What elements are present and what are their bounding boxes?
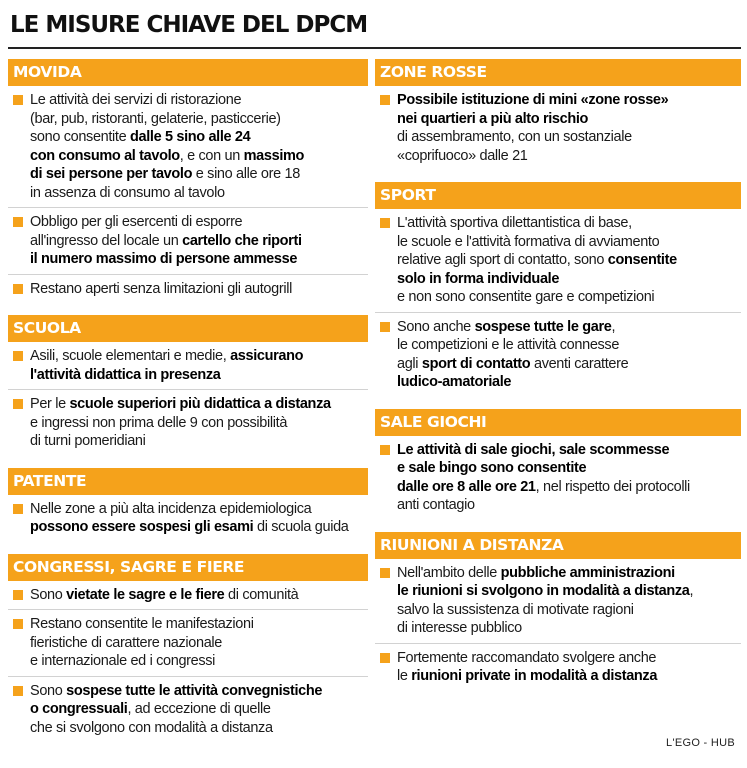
item-bold-text: dalle ore 8 alle ore 21 xyxy=(397,478,536,495)
item-bold-text: le riunioni si svolgono in modalità a distanza xyxy=(397,583,690,599)
list-item xyxy=(375,644,741,691)
section-title: SPORT xyxy=(375,182,741,209)
section-movida xyxy=(8,59,368,303)
item-text: «coprifuoco» dalle 21 xyxy=(397,147,528,164)
item-bold-text: il numero massimo di persone ammesse xyxy=(30,251,298,267)
item-bold-text: o congressuali xyxy=(30,701,128,717)
list-item xyxy=(8,275,368,304)
list-item xyxy=(375,559,741,644)
item-text: Nell'ambito delle xyxy=(397,564,501,581)
square-bullet-icon xyxy=(13,504,23,514)
item-text: di interesse pubblico xyxy=(397,620,522,636)
section-title: ZONE ROSSE xyxy=(375,59,741,86)
right-column xyxy=(375,59,741,703)
item-text: aventi carattere xyxy=(530,355,629,372)
section-scuola xyxy=(8,315,368,456)
title-divider xyxy=(8,47,741,49)
item-text: che si svolgono con modalità a distanza xyxy=(30,719,273,736)
item-text: L'attività sportiva dilettantistica di base, xyxy=(397,215,632,231)
square-bullet-icon xyxy=(380,95,390,105)
section-title: MOVIDA xyxy=(8,59,368,86)
list-item xyxy=(375,436,741,520)
item-bold-text: nei quartieri a più alto rischio xyxy=(397,110,589,127)
item-bold-text: massimo xyxy=(243,147,305,164)
square-bullet-icon xyxy=(13,95,23,105)
item-text: anti contagio xyxy=(397,497,475,513)
list-item xyxy=(8,677,368,743)
item-text: di comunità xyxy=(224,586,299,603)
square-bullet-icon xyxy=(13,590,23,600)
section-title: RIUNIONI A DISTANZA xyxy=(375,532,741,559)
square-bullet-icon xyxy=(380,568,390,578)
item-text: di scuola guida xyxy=(253,519,349,535)
section-riunioni xyxy=(375,532,741,691)
square-bullet-icon xyxy=(13,619,23,629)
left-column xyxy=(8,59,368,754)
list-item xyxy=(8,342,368,390)
item-text: Per le xyxy=(30,396,70,412)
list-item xyxy=(375,313,741,397)
item-bold-text: riunioni private in modalità a distanza xyxy=(411,668,658,684)
item-bold-text: cartello che riporti xyxy=(182,232,302,249)
item-bold-text: di sei persone per tavolo xyxy=(30,166,193,182)
item-text: , xyxy=(611,318,616,335)
list-item xyxy=(375,209,741,313)
item-text: agli xyxy=(397,355,422,372)
item-text: Le attività dei servizi di ristorazione xyxy=(30,92,242,108)
section-title: PATENTE xyxy=(8,468,368,495)
item-bold-text: possono essere sospesi gli esami xyxy=(30,519,254,535)
item-text: di assembramento, con un sostanziale xyxy=(397,129,632,145)
item-text: all'ingresso del locale un xyxy=(30,232,183,249)
section-patente xyxy=(8,468,368,542)
list-item xyxy=(375,86,741,170)
square-bullet-icon xyxy=(380,653,390,663)
item-text: Sono xyxy=(30,682,67,699)
item-bold-text: Possibile istituzione di mini «zone rosse» xyxy=(397,92,669,108)
section-congressi xyxy=(8,554,368,743)
item-bold-text: dalle 5 sino alle 24 xyxy=(130,129,251,145)
item-text: Restano aperti senza limitazioni gli autogrill xyxy=(30,280,292,297)
list-item xyxy=(8,610,368,677)
item-text: le xyxy=(397,668,412,684)
item-text: Restano consentite le manifestazioni xyxy=(30,616,254,632)
item-bold-text: assicurano xyxy=(230,348,304,364)
item-text: , e con un xyxy=(179,147,244,164)
item-text: Obbligo per gli esercenti di esporre xyxy=(30,214,243,230)
item-bold-text: vietate le sagre e le fiere xyxy=(66,586,225,603)
section-title: SCUOLA xyxy=(8,315,368,342)
item-text: , nel rispetto dei protocolli xyxy=(535,478,690,495)
item-text: e sino alle ore 18 xyxy=(192,166,300,182)
item-bold-text: l'attività didattica in presenza xyxy=(30,366,221,383)
item-text: sono consentite xyxy=(30,129,130,145)
list-item xyxy=(8,581,368,611)
item-text: , xyxy=(689,583,694,599)
item-text: salvo la sussistenza di motivate ragioni xyxy=(397,601,634,618)
list-item xyxy=(8,86,368,208)
item-bold-text: pubbliche amministrazioni xyxy=(500,564,675,581)
item-bold-text: Le attività di sale giochi, sale scommesse xyxy=(397,441,670,458)
item-text: Fortemente raccomandato svolgere anche xyxy=(397,649,657,666)
item-text: di turni pomeridiani xyxy=(30,433,146,449)
item-bold-text: scuole superiori più didattica a distanza xyxy=(69,396,331,412)
square-bullet-icon xyxy=(13,399,23,409)
square-bullet-icon xyxy=(13,217,23,227)
square-bullet-icon xyxy=(380,322,390,332)
item-text: fieristiche di carattere nazionale xyxy=(30,634,223,651)
item-bold-text: con consumo al tavolo xyxy=(30,147,180,164)
section-sport xyxy=(375,182,741,397)
item-text: Nelle zone a più alta incidenza epidemiologica xyxy=(30,500,312,517)
square-bullet-icon xyxy=(13,284,23,294)
item-bold-text: consentite xyxy=(607,252,677,268)
item-text: (bar, pub, ristoranti, gelaterie, pasticcerie) xyxy=(30,110,281,127)
list-item xyxy=(8,495,368,542)
square-bullet-icon xyxy=(380,445,390,455)
item-text: , ad eccezione di quelle xyxy=(127,701,271,717)
square-bullet-icon xyxy=(13,351,23,361)
section-zone-rosse xyxy=(375,59,741,170)
square-bullet-icon xyxy=(380,218,390,228)
item-bold-text: sospese tutte le attività convegnistiche xyxy=(66,682,323,699)
item-text: in assenza di consumo al tavolo xyxy=(30,184,225,201)
list-item xyxy=(8,208,368,275)
item-bold-text: e sale bingo sono consentite xyxy=(397,460,587,476)
page-title: LE MISURE CHIAVE DEL DPCM xyxy=(10,12,368,38)
section-title: SALE GIOCHI xyxy=(375,409,741,436)
item-text: Asili, scuole elementari e medie, xyxy=(30,348,231,364)
item-text: Sono xyxy=(30,586,67,603)
item-bold-text: sport di contatto xyxy=(421,355,531,372)
item-text: le scuole e l'attività formativa di avviamento xyxy=(397,233,660,250)
item-text: le competizioni e le attività connesse xyxy=(397,337,620,353)
item-text: Sono anche xyxy=(397,318,475,335)
item-text: e non sono consentite gare e competizioni xyxy=(397,289,655,305)
item-text: relative agli sport di contatto, sono xyxy=(397,252,608,268)
item-bold-text: ludico-amatoriale xyxy=(397,374,512,390)
item-bold-text: solo in forma individuale xyxy=(397,270,560,287)
item-text: e internazionale ed i congressi xyxy=(30,653,216,669)
square-bullet-icon xyxy=(13,686,23,696)
credit-label: L'EGO - HUB xyxy=(666,737,735,749)
section-title: CONGRESSI, SAGRE E FIERE xyxy=(8,554,368,581)
item-text: e ingressi non prima delle 9 con possibilità xyxy=(30,414,288,431)
section-sale-giochi xyxy=(375,409,741,520)
list-item xyxy=(8,390,368,456)
item-bold-text: sospese tutte le gare xyxy=(474,318,612,335)
